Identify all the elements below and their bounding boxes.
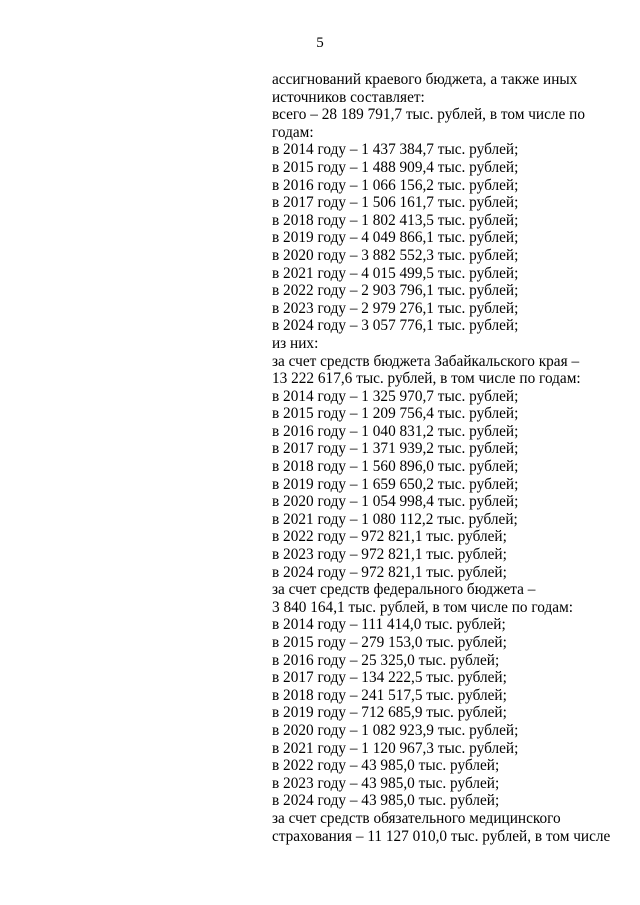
text-line: в 2014 году – 111 414,0 тыс. рублей; bbox=[272, 616, 506, 634]
text-line: в 2019 году – 1 659 650,2 тыс. рублей; bbox=[272, 475, 519, 493]
text-line: в 2019 году – 712 685,9 тыс. рублей; bbox=[272, 704, 507, 722]
text-line: в 2018 году – 1 802 413,5 тыс. рублей; bbox=[272, 211, 519, 229]
text-line: в 2022 году – 972 821,1 тыс. рублей; bbox=[272, 528, 507, 546]
text-line: в 2021 году – 1 080 112,2 тыс. рублей; bbox=[272, 510, 518, 528]
text-line: в 2023 году – 2 979 276,1 тыс. рублей; bbox=[272, 299, 519, 317]
text-line: за счет средств федерального бюджета – bbox=[272, 581, 536, 599]
text-line: 3 840 164,1 тыс. рублей, в том числе по годам: bbox=[272, 598, 574, 616]
text-line: всего – 28 189 791,7 тыс. рублей, в том числе по bbox=[272, 106, 585, 124]
text-line: в 2017 году – 1 506 161,7 тыс. рублей; bbox=[272, 194, 519, 212]
text-line: в 2016 году – 25 325,0 тыс. рублей; bbox=[272, 651, 500, 669]
text-line: из них: bbox=[272, 334, 319, 352]
text-line: в 2021 году – 1 120 967,3 тыс. рублей; bbox=[272, 739, 519, 757]
text-line: источников составляет: bbox=[272, 88, 425, 106]
text-line: в 2018 году – 1 560 896,0 тыс. рублей; bbox=[272, 458, 519, 476]
text-line: в 2023 году – 972 821,1 тыс. рублей; bbox=[272, 546, 507, 564]
text-line: в 2016 году – 1 066 156,2 тыс. рублей; bbox=[272, 176, 519, 194]
text-line: в 2024 году – 972 821,1 тыс. рублей; bbox=[272, 563, 507, 581]
text-line: в 2022 году – 2 903 796,1 тыс. рублей; bbox=[272, 282, 519, 300]
text-line: ассигнований краевого бюджета, а также иных bbox=[272, 71, 578, 88]
text-line: в 2019 году – 4 049 866,1 тыс. рублей; bbox=[272, 229, 519, 247]
text-line: в 2014 году – 1 325 970,7 тыс. рублей; bbox=[272, 387, 519, 405]
text-line: в 2020 году – 1 082 923,9 тыс. рублей; bbox=[272, 721, 519, 739]
text-line: в 2022 году – 43 985,0 тыс. рублей; bbox=[272, 757, 500, 775]
text-line: за счет средств бюджета Забайкальского края – bbox=[272, 352, 580, 370]
page-number: 5 bbox=[316, 35, 324, 51]
text-line: в 2024 году – 3 057 776,1 тыс. рублей; bbox=[272, 317, 519, 335]
text-line: в 2014 году – 1 437 384,7 тыс. рублей; bbox=[272, 141, 519, 159]
text-line: в 2020 году – 3 882 552,3 тыс. рублей; bbox=[272, 246, 519, 264]
text-line: годам: bbox=[272, 123, 314, 141]
text-line: за счет средств обязательного медицинского bbox=[272, 809, 561, 827]
text-line: в 2015 году – 1 209 756,4 тыс. рублей; bbox=[272, 405, 519, 423]
text-line: в 2017 году – 134 222,5 тыс. рублей; bbox=[272, 669, 507, 687]
text-line: в 2017 году – 1 371 939,2 тыс. рублей; bbox=[272, 440, 519, 458]
text-line: в 2020 году – 1 054 998,4 тыс. рублей; bbox=[272, 493, 519, 511]
text-line: 13 222 617,6 тыс. рублей, в том числе по годам: bbox=[272, 370, 581, 388]
text-line: в 2018 году – 241 517,5 тыс. рублей; bbox=[272, 686, 507, 704]
text-line: в 2015 году – 1 488 909,4 тыс. рублей; bbox=[272, 158, 519, 176]
text-line: в 2016 году – 1 040 831,2 тыс. рублей; bbox=[272, 422, 519, 440]
text-line: в 2021 году – 4 015 499,5 тыс. рублей; bbox=[272, 264, 519, 282]
text-line: в 2024 году – 43 985,0 тыс. рублей; bbox=[272, 792, 500, 810]
text-line: страхования – 11 127 010,0 тыс. рублей, в том числе bbox=[272, 827, 611, 845]
text-line: в 2015 году – 279 153,0 тыс. рублей; bbox=[272, 634, 507, 651]
text-line: в 2023 году – 43 985,0 тыс. рублей; bbox=[272, 774, 500, 792]
document-body-text bbox=[272, 71, 622, 845]
